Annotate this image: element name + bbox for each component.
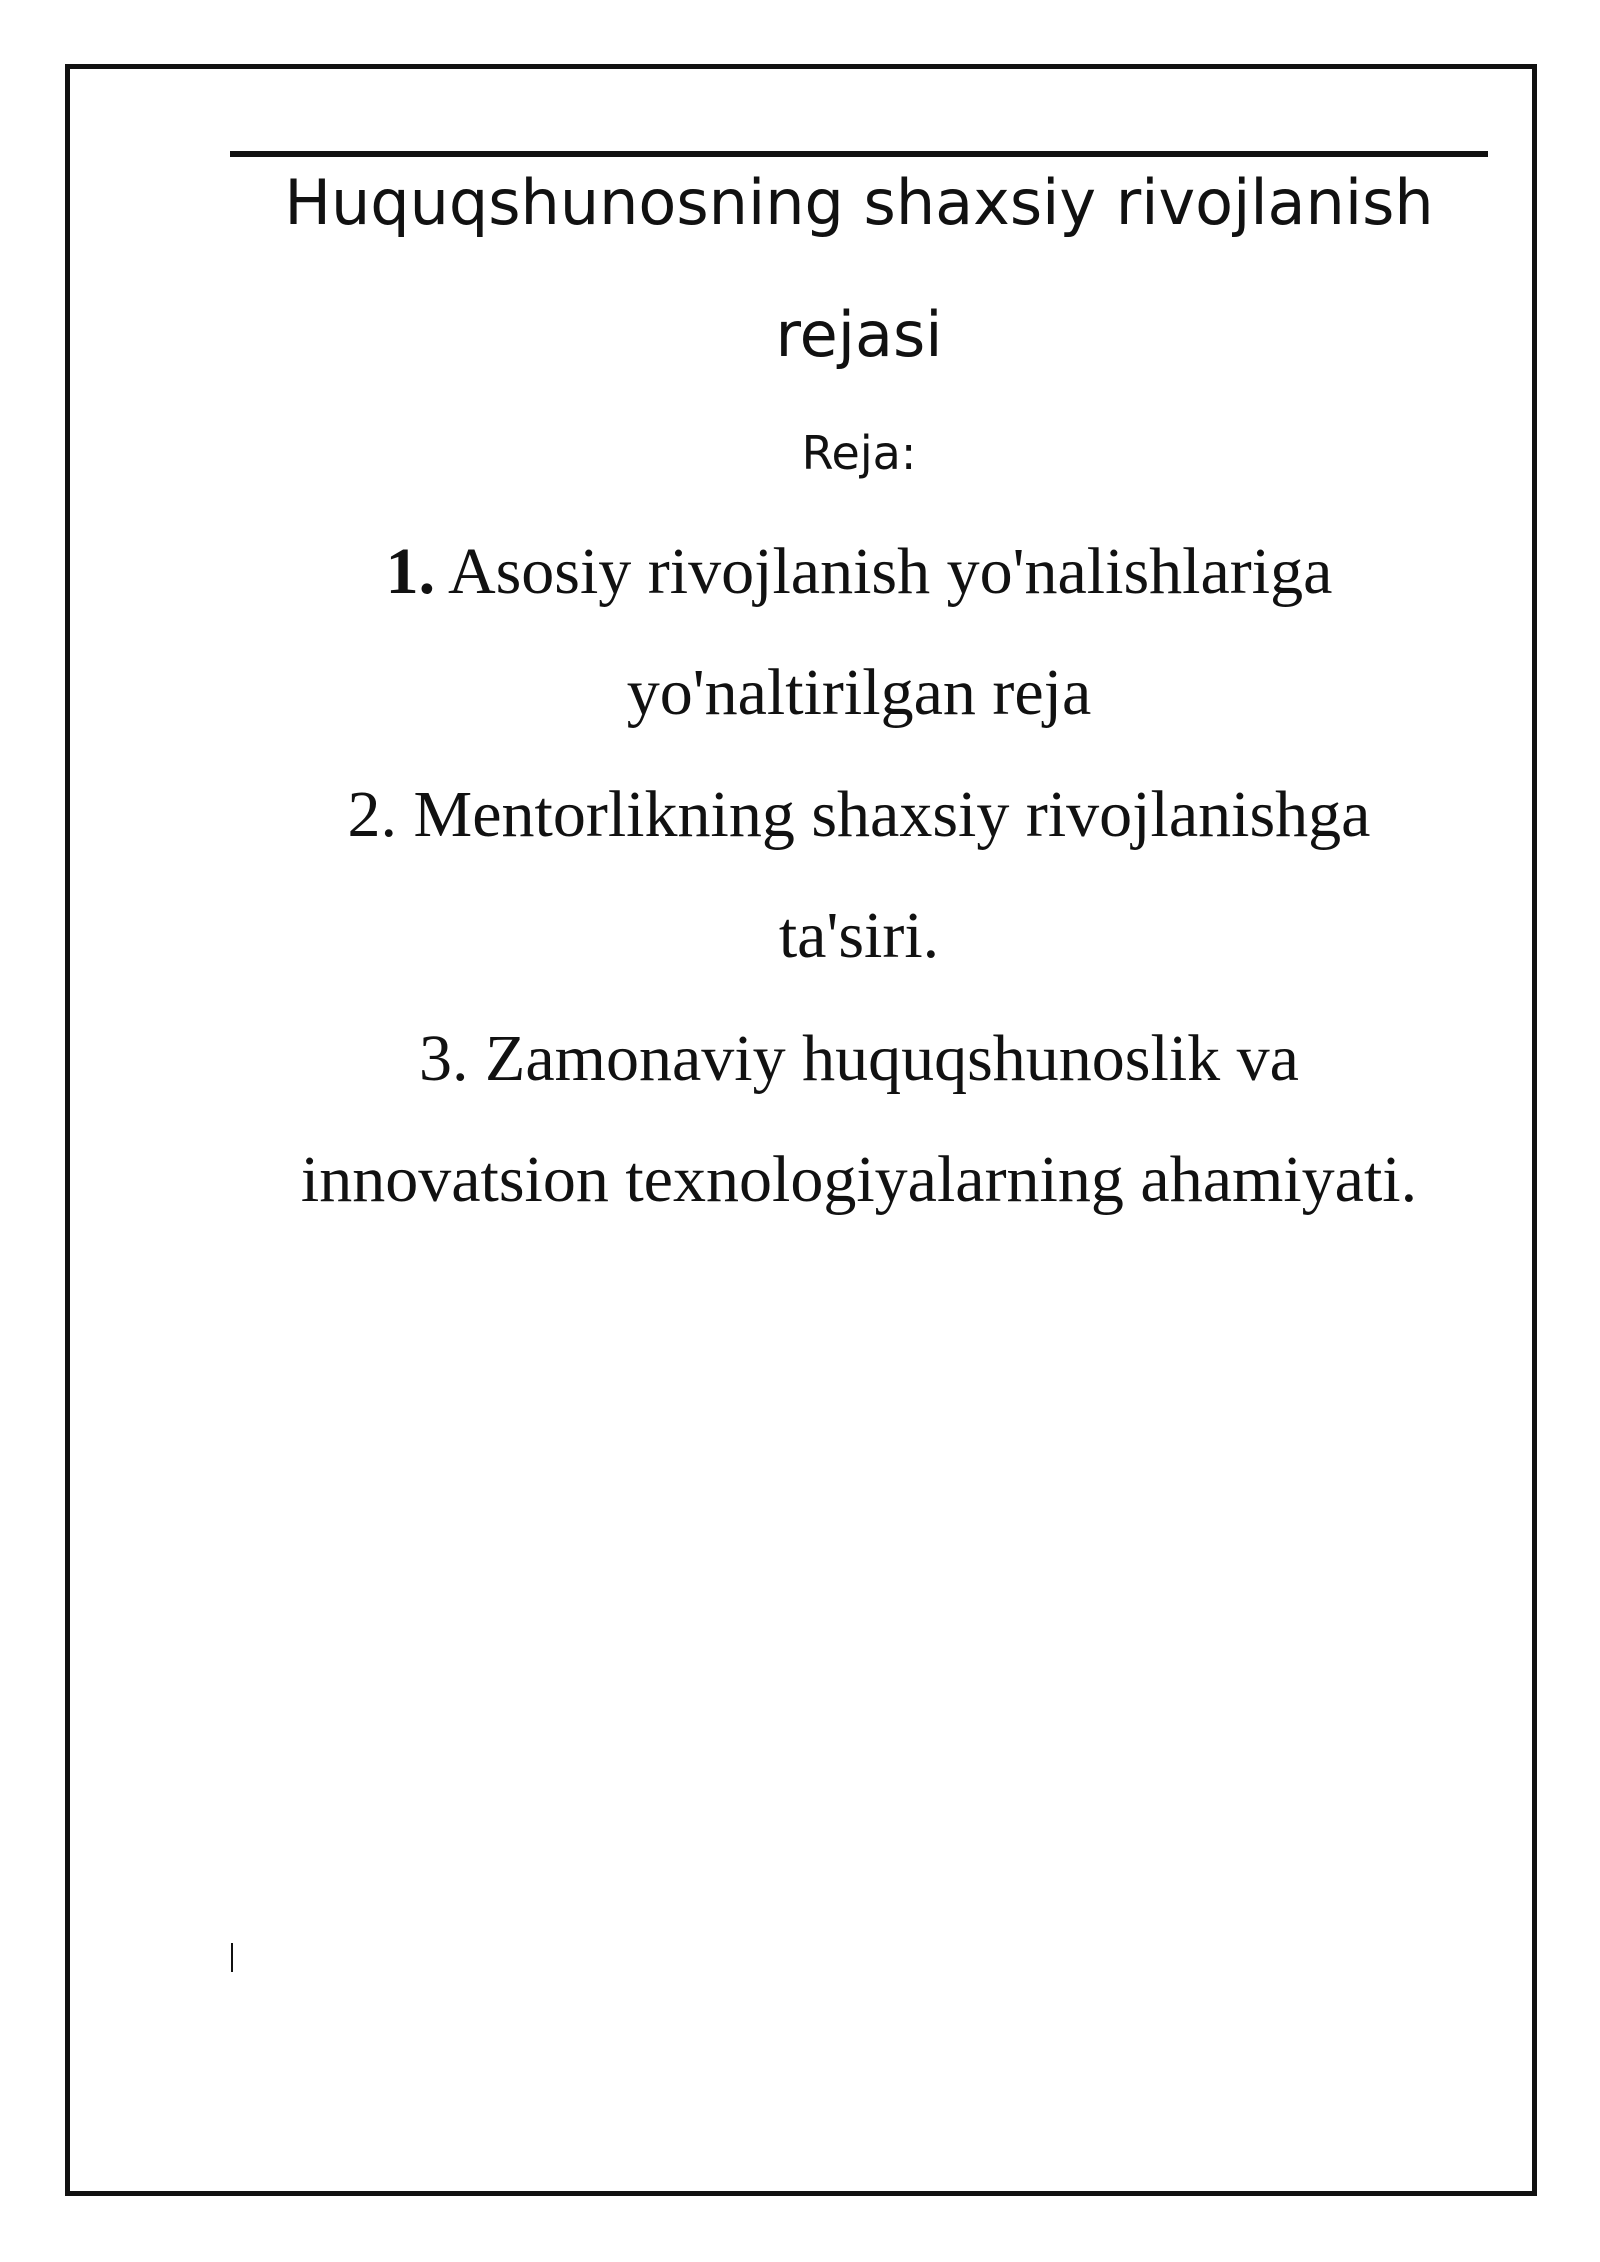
plan-item-3-text: Zamonaviy huquqshunoslik va xyxy=(485,1022,1299,1095)
plan-heading: Reja: xyxy=(801,426,917,480)
plan-item-3-line-2: innovatsion texnologiyalarning ahamiyati. xyxy=(300,1143,1418,1216)
plan-item-3-number: 3. xyxy=(419,1022,469,1095)
document-title-line-1: Huquqshunosning shaxsiy rivojlanish xyxy=(284,166,1434,239)
plan-item-2-line-2: ta'siri. xyxy=(778,899,940,972)
plan-item-3-line-1 xyxy=(230,1021,1488,1097)
plan-item-1-text: Asosiy rivojlanish yo'nalishlariga xyxy=(447,535,1333,608)
text-cursor xyxy=(231,1943,233,1972)
plan-item-2-line-1 xyxy=(230,777,1488,853)
plan-item-1-line-1 xyxy=(230,534,1488,610)
header-rule xyxy=(230,151,1488,157)
document-title-line-2: rejasi xyxy=(775,298,943,371)
plan-item-2-text: Mentorlikning shaxsiy rivojlanishga xyxy=(413,778,1371,851)
plan-item-1-number: 1. xyxy=(385,535,436,608)
plan-item-2-number: 2. xyxy=(347,778,398,851)
plan-item-1-line-2: yo'naltirilgan reja xyxy=(626,656,1092,729)
page-border xyxy=(65,64,1537,2196)
